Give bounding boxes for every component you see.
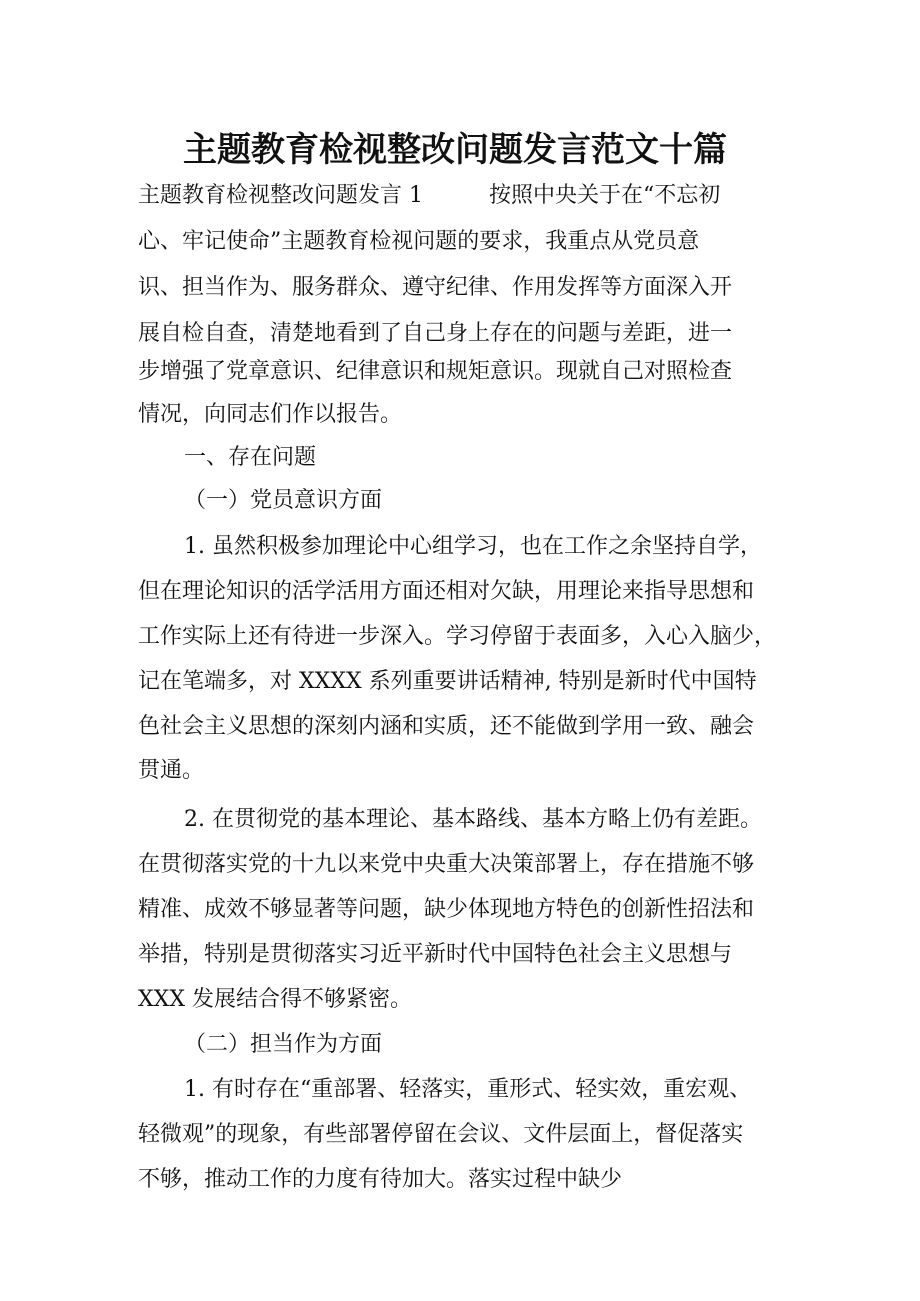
paragraph-line: 不够，推动工作的力度有待加大。落实过程中缺少 — [138, 1167, 623, 1192]
paragraph-line: 1. 虽然积极参加理论中心组学习，也在工作之余坚持自学， — [184, 534, 762, 559]
subsection-heading: （一）党员意识方面 — [184, 488, 383, 513]
paragraph-line: 展自检自查，清楚地看到了自己身上存在的问题与差距，进一 — [138, 321, 733, 346]
paragraph-line: 2. 在贯彻党的基本理论、基本路线、基本方略上仍有差距。 — [184, 807, 762, 832]
paragraph-line: 举措，特别是贯彻落实习近平新时代中国特色社会主义思想与 — [138, 942, 733, 967]
paragraph-line: 记在笔端多，对 XXXX 系列重要讲话精神, 特别是新时代中国特 — [138, 669, 757, 694]
paragraph-line: 精准、成效不够显著等问题，缺少体现地方特色的创新性招法和 — [138, 897, 755, 922]
paragraph-line: 但在理论知识的活学活用方面还相对欠缺，用理论来指导思想和 — [138, 579, 755, 604]
paragraph-line: 识、担当作为、服务群众、遵守纪律、作用发挥等方面深入开 — [138, 275, 733, 300]
subsection-heading: （二）担当作为方面 — [184, 1032, 383, 1057]
document-title: 主题教育检视整改问题发言范文十篇 — [183, 130, 727, 170]
paragraph-line: 在贯彻落实党的十九以来党中央重大决策部署上，存在措施不够 — [138, 852, 755, 877]
paragraph-line: 1. 有时存在“重部署、轻落实，重形式、轻实效，重宏观、 — [184, 1077, 752, 1102]
paragraph-line: 心、牢记使命”主题教育检视问题的要求，我重点从党员意 — [138, 229, 700, 254]
paragraph-line: 轻微观”的现象，有些部署停留在会议、文件层面上，督促落实 — [138, 1122, 744, 1147]
paragraph-line: 色社会主义思想的深刻内涵和实质，还不能做到学用一致、融会 — [138, 714, 755, 739]
paragraph-line: 步增强了党章意识、纪律意识和规矩意识。现就自己对照检查 — [138, 359, 733, 384]
paragraph-line: 情况，向同志们作以报告。 — [138, 402, 403, 427]
paragraph-line: 贯通。 — [138, 758, 205, 783]
paragraph-line: 主题教育检视整改问题发言 1 按照中央关于在“不忘初 — [138, 183, 721, 208]
section-heading: 一、存在问题 — [184, 445, 317, 470]
paragraph-line: 工作实际上还有待进一步深入。学习停留于表面多，入心入脑少， — [138, 624, 777, 649]
paragraph-line: XXX 发展结合得不够紧密。 — [138, 987, 412, 1012]
